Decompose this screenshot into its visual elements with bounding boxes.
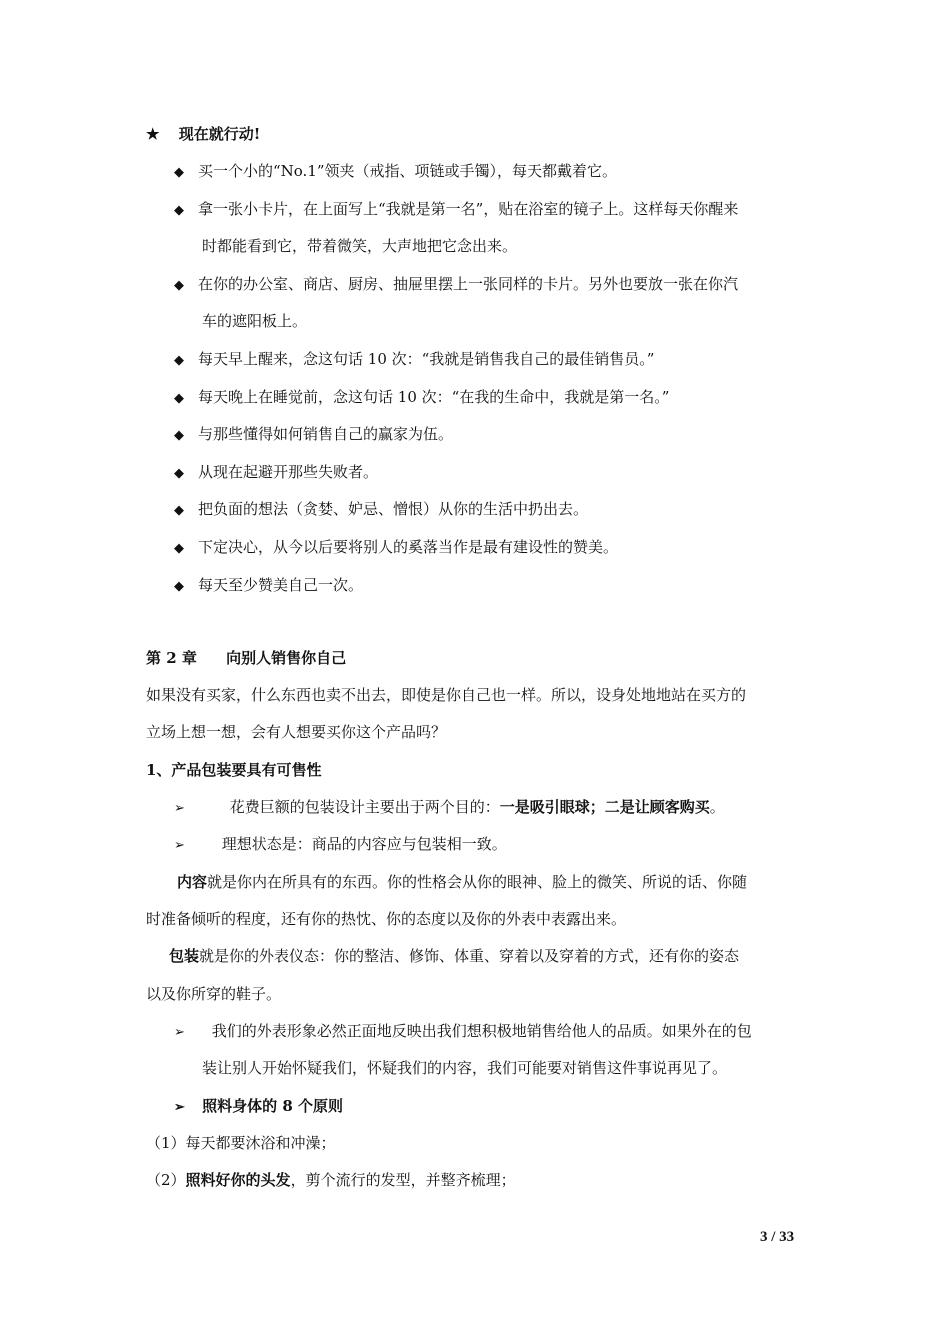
diamond-bullet-icon: ◆ [174,203,184,218]
packaging-paragraph-line-1 [169,946,739,966]
packaging-paragraph-line-2: 以及你所穿的鞋子。 [146,985,282,1003]
principle-bold-text: 照料好你的头发 [185,1171,291,1189]
packaging-text: 就是你的外表仪态：你的整洁、修饰、体重、穿着以及穿着的方式，还有你的姿态 [199,947,740,965]
action-item-text: 拿一张小卡片，在上面写上“我就是第一名”，贴在浴室的镜子上。这样每天你醒来 [198,200,739,218]
packaging-term: 包装 [169,947,200,965]
action-item-text: 在你的办公室、商店、厨房、抽屉里摆上一张同样的卡片。另外也要放一张在你汽 [198,275,739,293]
intro-line-2: 立场上想一想，会有人想要买你这个产品吗？ [146,723,447,741]
arrow-bullet-icon: ➢ [174,838,185,853]
action-item [174,575,363,597]
chapter-heading [146,648,346,668]
diamond-bullet-icon: ◆ [174,353,184,368]
action-item-text: 每天晚上在睡觉前，念这句话 10 次：“在我的生命中，我就是第一名。” [198,388,670,406]
diamond-bullet-icon: ◆ [174,428,184,443]
content-paragraph-line-1 [177,872,747,892]
section-heading: 1、产品包装要具有可售性 [146,761,322,779]
chapter-number: 第 2 章 [146,649,197,667]
arrow-bullet-icon: ➢ [174,801,185,816]
bullet-bold-text: 一是吸引眼球；二是让顾客购买 [499,798,710,816]
arrow-bullet-3 [174,1021,752,1043]
action-item-text: 下定决心，从今以后要将别人的奚落当作是最有建设性的赞美。 [198,538,619,556]
page-number: 3 / 33 [760,1229,795,1245]
principle-text: ，剪个流行的发型，并整齐梳理； [290,1171,516,1189]
principle-number: （1） [146,1134,186,1152]
bullet-end: 。 [709,798,725,816]
content-paragraph-line-2: 时准备倾听的程度，还有你的热忱、你的态度以及你的外表中表露出来。 [146,910,627,928]
bullet-text: 理想状态是：商品的内容应与包装相一致。 [221,835,507,853]
action-item [174,274,738,296]
arrow-bullet-icon: ➢ [174,1025,185,1040]
chapter-title: 向别人销售你自己 [226,649,347,667]
principle-number: （2） [146,1171,186,1189]
content-text: 就是你内在所具有的东西。你的性格会从你的眼神、脸上的微笑、所说的话、你随 [207,873,748,891]
action-item [174,199,738,221]
diamond-bullet-icon: ◆ [174,278,184,293]
diamond-bullet-icon: ◆ [174,503,184,518]
bullet-text: 花费巨额的包装设计主要出于两个目的： [229,798,500,816]
arrow-bullet-3-continuation: 装让别人开始怀疑我们，怀疑我们的内容，我们可能要对销售这件事说再见了。 [202,1059,728,1077]
action-item-text: 把负面的想法（贪婪、妒忌、憎恨）从你的生活中扔出去。 [198,500,589,518]
arrow-bullet-4 [174,1096,343,1118]
diamond-bullet-icon: ◆ [174,391,184,406]
diamond-bullet-icon: ◆ [174,541,184,556]
principle-item [146,1170,516,1190]
action-item [174,161,617,183]
arrow-bullet-1 [174,797,725,819]
action-item-text: 每天至少赞美自己一次。 [198,576,364,594]
arrow-bullet-icon: ➢ [174,1100,185,1115]
diamond-bullet-icon: ◆ [174,165,184,180]
action-title: 现在就行动! [178,125,261,143]
intro-line-1: 如果没有买家，什么东西也卖不出去，即使是你自己也一样。所以，设身处地地站在买方的 [146,686,747,704]
principle-item [146,1133,336,1153]
action-item-text: 从现在起避开那些失败者。 [198,463,379,481]
principle-text: 每天都要沐浴和冲澡； [185,1134,336,1152]
action-item [174,424,453,446]
action-item [174,462,378,484]
action-item [174,537,618,559]
action-item [174,349,654,371]
action-item [174,499,588,521]
action-item-text: 买一个小的“No.1”领夹（戒指、项链或手镯），每天都戴着它。 [198,162,618,180]
arrow-bullet-2 [174,834,507,856]
star-icon: ★ [146,125,160,143]
action-item-continuation: 时都能看到它，带着微笑，大声地把它念出来。 [202,237,518,255]
diamond-bullet-icon: ◆ [174,579,184,594]
action-item-text: 与那些懂得如何销售自己的赢家为伍。 [198,425,454,443]
content-term: 内容 [177,873,208,891]
action-item [174,387,669,409]
diamond-bullet-icon: ◆ [174,466,184,481]
action-item-continuation: 车的遮阳板上。 [202,312,308,330]
action-item-text: 每天早上醒来，念这句话 10 次：“我就是销售我自己的最佳销售员。” [198,350,655,368]
bullet-text: 我们的外表形象必然正面地反映出我们想积极地销售给他人的品质。如果外在的包 [211,1022,752,1040]
action-heading [146,124,260,144]
bullet-text: 照料身体的 8 个原则 [202,1097,344,1115]
